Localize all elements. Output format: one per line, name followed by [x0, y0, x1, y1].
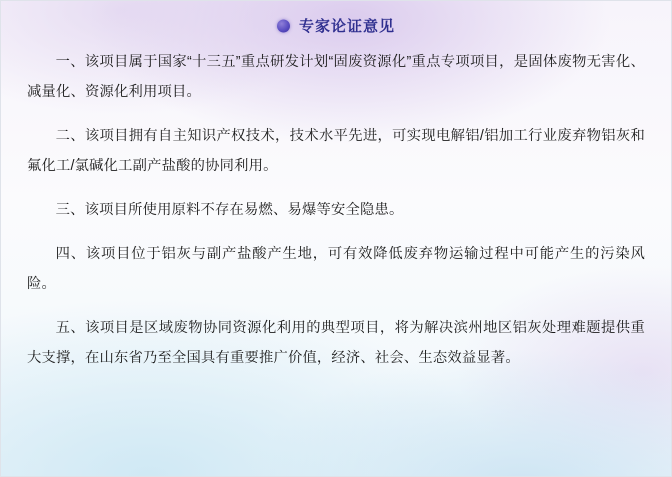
page-title [277, 15, 395, 36]
paragraph-5: 五、该项目是区域废物协同资源化利用的典型项目，将为解决滨州地区铝灰处理难题提供重大支撑，在山东省乃至全国具有重要推广价值，经济、社会、生态效益显著。 [27, 320, 645, 366]
paragraph-4: 四、该项目位于铝灰与副产盐酸产生地，可有效降低废弃物运输过程中可能产生的污染风险。 [27, 246, 645, 292]
paragraph-1: 一、该项目属于国家“十三五”重点研发计划“固废资源化”重点专项项目，是固体废物无害化、减量化、资源化利用项目。 [27, 54, 645, 100]
document-title-area [1, 1, 671, 35]
page-title-text: 专家论证意见 [298, 18, 395, 35]
document-body [1, 35, 671, 373]
paragraph-3: 三、该项目所使用原料不存在易燃、易爆等安全隐患。 [55, 202, 404, 218]
purple-circle-bullet-icon [277, 19, 290, 32]
paragraph-2: 二、该项目拥有自主知识产权技术，技术水平先进，可实现电解铝/铝加工行业废弃物铝灰和氟化工/氯碱化工副产盐酸的协同利用。 [27, 128, 645, 174]
